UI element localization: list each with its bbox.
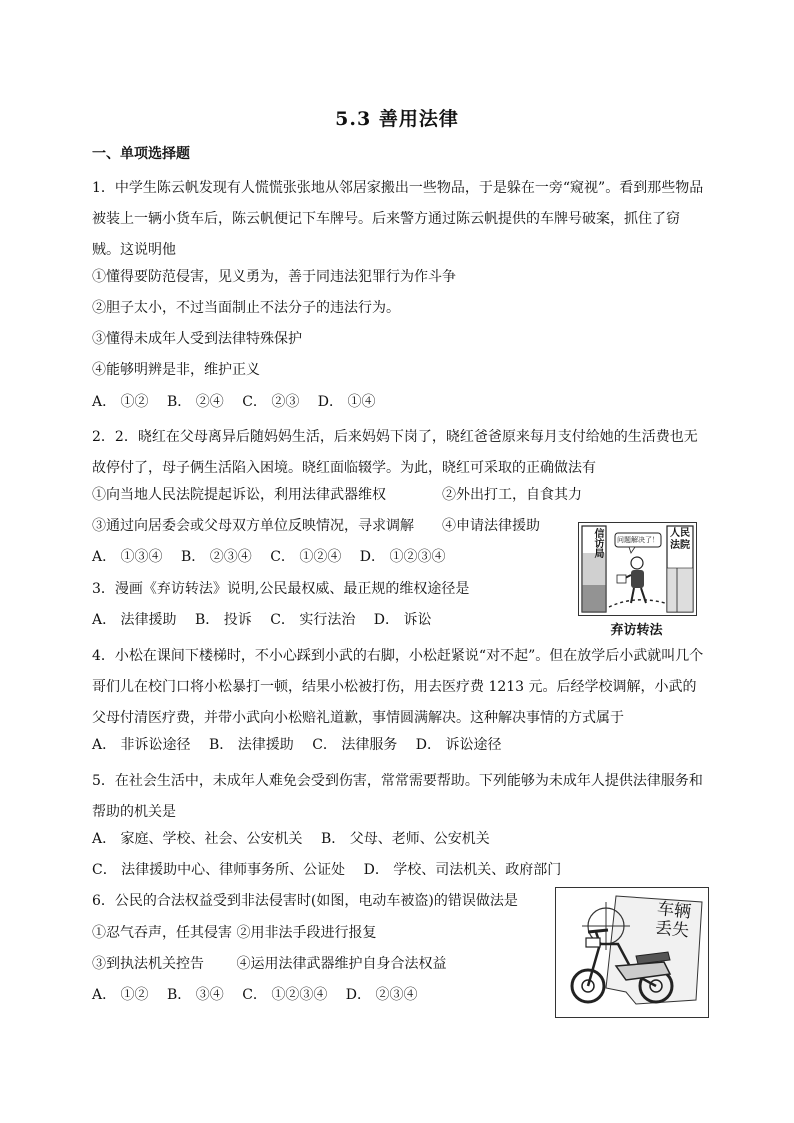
question-3-stem: 3．漫画《弃访转法》说明,公民最权威、最正规的维权途径是: [92, 581, 470, 597]
cartoon-sign-petition-bureau: 信访局: [592, 528, 603, 558]
question-1-option-3: ③懂得未成年人受到法律特殊保护: [92, 331, 302, 347]
question-1-stem: 1．中学生陈云帆发现有人慌慌张张地从邻居家搬出一些物品，于是躲在一旁“窥视”。看到那些物品被装上一辆小货车后，陈云帆便记下车牌号。后来警方通过陈云帆提供的车牌号破案，抓住了窃贼。这说明他: [92, 180, 704, 258]
question-5-answers-c-d: C． 法律援助中心、律师事务所、公证处 D． 学校、司法机关、政府部门: [92, 862, 562, 878]
question-2-options-3-4: ③通过向居委会或父母双方单位反映情况，寻求调解 ④申请法律援助: [92, 518, 540, 534]
question-2-options-1-2: ①向当地人民法院提起诉讼，利用法律武器维权 ②外出打工，自食其力: [92, 487, 582, 503]
cartoon-speech-bubble: 问题解决了！: [617, 536, 659, 544]
question-6-options-3-4: ③到执法机关控告 ④运用法律武器维护自身合法权益: [92, 956, 447, 972]
question-1-answers: A． ①② B． ②④ C． ②③ D． ①④: [92, 394, 376, 410]
question-1-option-2: ②胆子太小，不过当面制止不法分子的违法行为。: [92, 300, 400, 316]
page-title: 5.3 善用法律: [335, 108, 459, 130]
cartoon-petition-to-law: [578, 522, 697, 616]
section-heading: 一、单项选择题: [92, 146, 190, 162]
question-5-answers-a-b: A． 家庭、学校、社会、公安机关 B． 父母、老师、公安机关: [92, 831, 490, 847]
cartoon-caption: 弃访转法: [610, 623, 663, 638]
stolen-notice-text: 车辆丢失: [654, 899, 693, 942]
question-3-answers: A． 法律援助 B． 投诉 C． 实行法治 D． 诉讼: [92, 612, 432, 628]
question-6-options-1-2: ①忍气吞声，任其侵害 ②用非法手段进行报复: [92, 925, 377, 941]
cartoon-stolen-ebike: [555, 887, 709, 1018]
question-5-stem: 5．在社会生活中，未成年人难免会受到伤害，常常需要帮助。下列能够为未成年人提供法律服务和帮助的机关是: [92, 773, 703, 820]
question-6-stem: 6．公民的合法权益受到非法侵害时(如图，电动车被盗)的错误做法是: [92, 893, 518, 909]
question-1-option-4: ④能够明辨是非，维护正义: [92, 362, 260, 378]
question-6-answers: A． ①② B． ③④ C． ①②③④ D． ②③④: [92, 987, 418, 1003]
cartoon-sign-court: 人民法院: [670, 528, 690, 551]
question-4-answers: A． 非诉讼途径 B． 法律援助 C． 法律服务 D． 诉讼途径: [92, 737, 502, 753]
question-4-stem: 4．小松在课间下楼梯时，不小心踩到小武的右脚，小松赶紧说“对不起”。但在放学后小武就叫几个哥们儿在校门口将小松暴打一顿，结果小松被打伤，用去医疗费 1213 元。后经学校调解，小武的父母付清医疗费，并带小武向小松赔礼道歉，事情圆满解决。这种解决事情的方式属于: [92, 648, 704, 726]
question-2-answers: A． ①③④ B． ②③④ C． ①②④ D． ①②③④: [92, 549, 446, 565]
question-1-option-1: ①懂得要防范侵害，见义勇为，善于同违法犯罪行为作斗争: [92, 269, 456, 285]
question-2-stem: 2．2．晓红在父母离异后随妈妈生活，后来妈妈下岗了，晓红爸爸原来每月支付给她的生活费也无故停付了，母子俩生活陷入困境。晓红面临辍学。为此，晓红可采取的正确做法有: [92, 429, 698, 476]
